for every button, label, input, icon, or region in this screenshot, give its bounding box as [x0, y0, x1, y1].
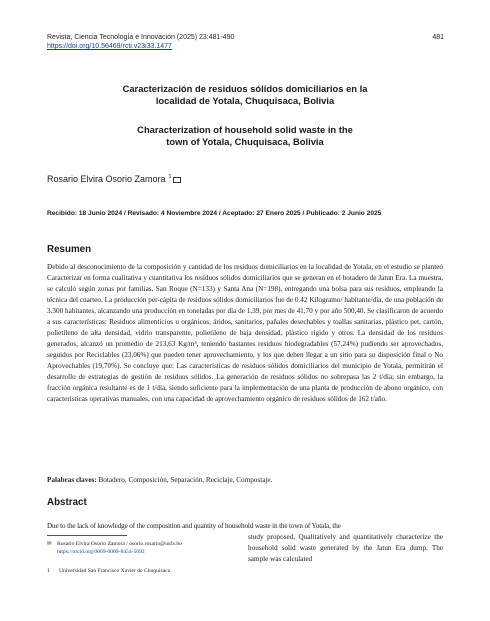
footnote-affiliation-number: 1 [47, 568, 50, 574]
orcid-link[interactable]: https://orcid.org/0009-0009-8454-5692 [57, 549, 145, 555]
keywords-label: Palabras claves: [47, 476, 97, 484]
footnote-author-email: Rosario Elvira Osorio Zamora / osorio.rosario@usfx.bo [57, 541, 182, 547]
keywords [47, 476, 272, 484]
title-spanish [60, 83, 430, 107]
footnote-affiliation [47, 568, 170, 574]
author-affiliation-mark: 1 [168, 174, 172, 180]
abstract-column-text: study proposed, Qualitatively and quantitatively characterize the household solid waste generated by the Jatun Era dump. The sample was calculated [248, 533, 443, 563]
title-spanish-line1: Caracterización de residuos sólidos domiciliarios en la [122, 83, 368, 94]
author-line [47, 174, 181, 184]
abstract-heading: Abstract [47, 497, 87, 508]
footnote-affiliation-text: Universidad San Francisco Xavier de Chuquisaca [59, 568, 171, 574]
title-spanish-line2: localidad de Yotala, Chuquisaca, Bolivia [155, 95, 335, 106]
title-english-line1: Characterization of household solid waste in the [137, 124, 353, 135]
doi-link[interactable]: https://doi.org/10.56469/rcti.v23i33.1477 [47, 43, 172, 50]
abstract-first-line: Due to the lack of knowledge of the composition and quantity of household waste in the town of Yotala, the [47, 522, 341, 530]
envelope-icon[interactable] [173, 177, 181, 183]
page-number: 481 [432, 34, 444, 41]
mail-icon: ✉ [47, 541, 52, 547]
resumen-heading: Resumen [47, 244, 92, 255]
title-english-line2: town of Yotala, Chuquisaca, Bolivia [166, 136, 324, 147]
footnote-contact [47, 540, 182, 556]
journal-citation: Revista, Ciencia Tecnología e Innovación (2025) 23:481-490 [47, 34, 235, 41]
footnote-divider [47, 535, 127, 536]
publication-dates: Recibido: 18 Junio 2024 / Revisado: 4 Noviembre 2024 / Aceptado: 27 Enero 2025 / Publicado: 2 Junio 2025 [47, 210, 382, 217]
title-english [60, 124, 430, 148]
resumen-paragraph: Debido al desconocimiento de la composición y cantidad de los residuos domiciliarios en la localidad de Yotala, en el estudio se planteó Caracterizar en forma cualitativa y cuantitativa los residuos sólidos domiciliarios que se generan en el botadero de Jatun Era. La muestra, se calculó según zonas por familias, San Roque (N=133) y Santa Ana (N=198), entregando una bolsa para sus residuos, empleando la técnica del cuarteo. La producción per-cápita de residuos sólidos domiciliarios fue de 0.42 Kilogramo/ habitante/día, de una población de 3.300 habitantes, alcanzando una producción en toneladas por día de 1,39, por mes de 41,70 y por año 500,40. Se clasificaron de acuerdo a sus características: Residuos alimenticios u orgánicos, áridos, sanitarios, pañales desechables y toallas sanitarias, plástico pet, cartón, polietileno de alta densidad, vidrio transparente, polietileno de baja densidad, plástico rígido y otros. La densidad de los residuos generados, alcanzó un promedio de 213,63 Kg/m³, teniendo bastantes residuos biodegradables (57,24%) pudiendo ser aprovechados, seguidos por Reciclables (23,06%) que pueden tener aprovechamiento, y los que deben llegar a un sitio para su disposición final o No Aprovechables (19,70%). Se concluye que: Las características de residuos sólidos domiciliarios del municipio de Yotala, permitirán el desarrollo de estrategias de gestión de residuos sólidos. La generación de residuos sólidos no sobrepasa las 2 t/día; sin embargo, la fracción orgánica resultante es de 1 t/día, siendo suficiente para la implementación de una planta de producción de abono orgánico, con características operativas manuales, con una capacidad de aprovechamiento orgánico de residuos sólidos de 162 t/año. [47, 263, 443, 403]
keywords-list: Botadero, Composición, Separación, Reciclaje, Compostaje. [98, 476, 273, 484]
author-name: Rosario Elvira Osorio Zamora [47, 174, 166, 184]
